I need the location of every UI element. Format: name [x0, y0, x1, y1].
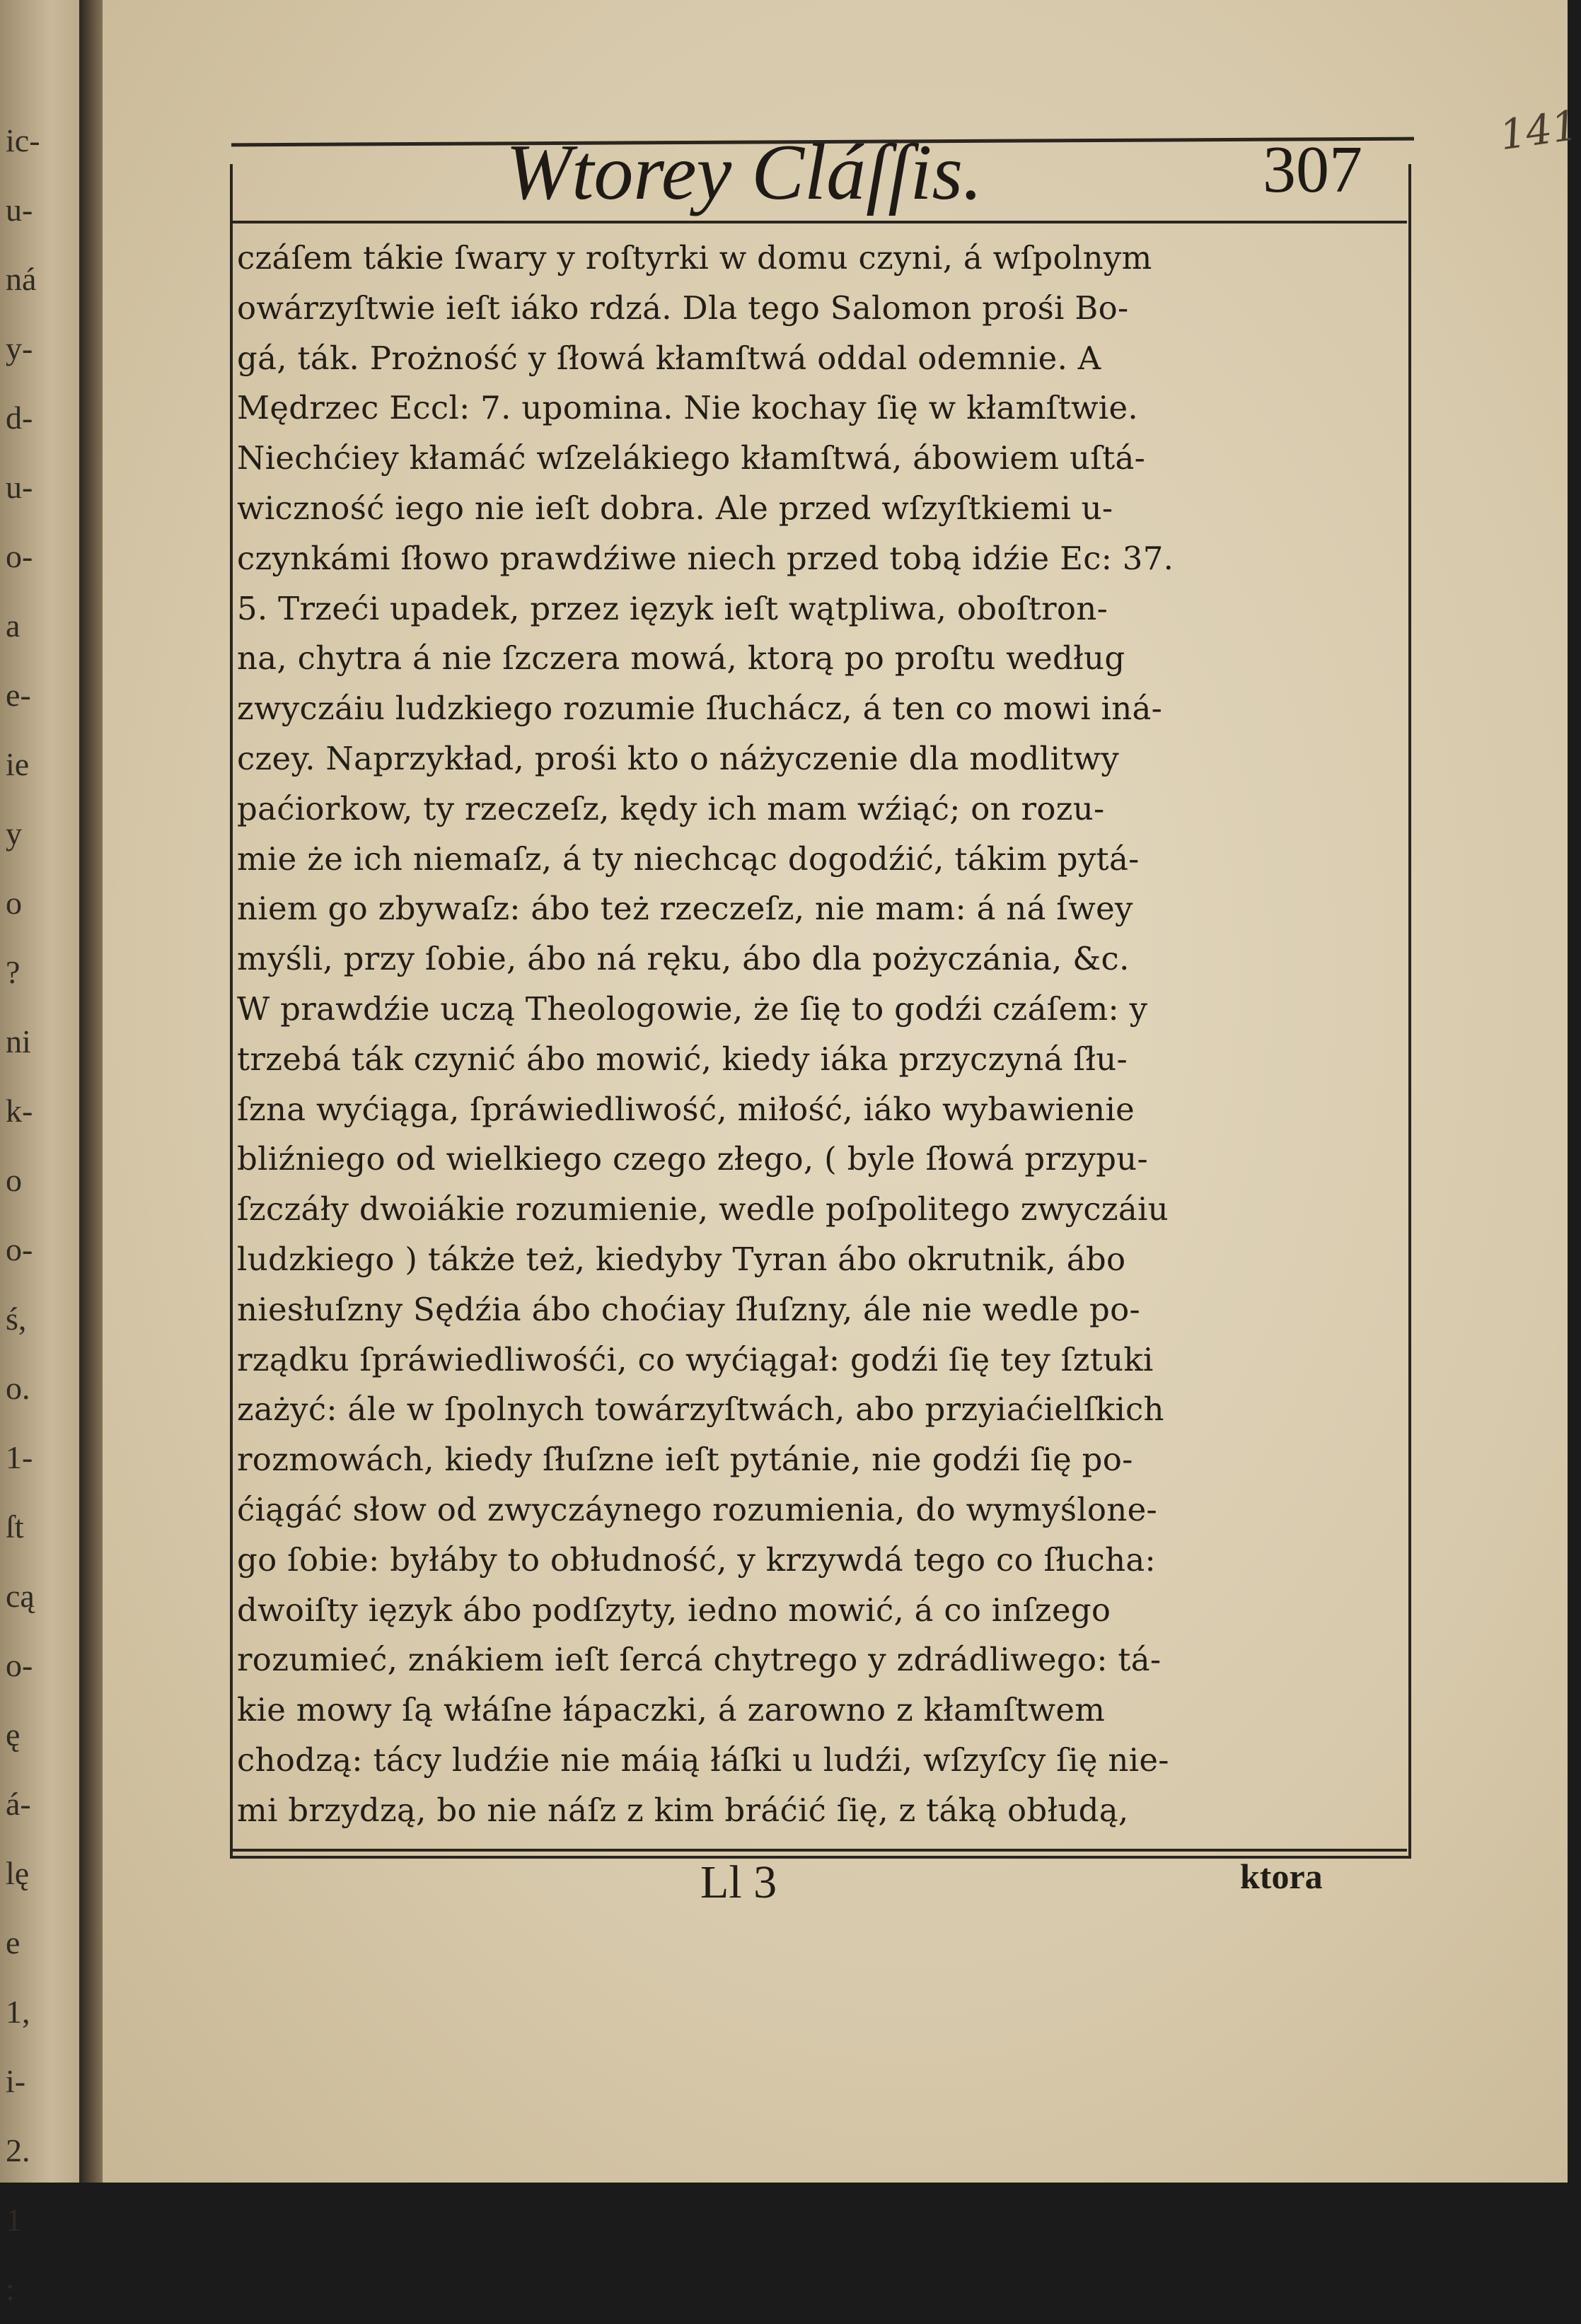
text-line: paćiorkow, ty rzeczeſz, kędy ich mam wźiąć; on rozu-: [237, 789, 1105, 827]
margin-fragment: u-: [6, 469, 33, 505]
text-line: rozumieć, znákiem ieſt ſercá chytrego y zdrádliwego: tá-: [237, 1641, 1162, 1679]
text-line: czey. Naprzykład, prośi kto o náżyczenie dla modlitwy: [237, 739, 1120, 777]
text-line: kie mowy ſą włáſne łápaczki, á zarowno z kłamſtwem: [237, 1691, 1106, 1729]
margin-fragment: i-: [6, 2063, 26, 2099]
margin-fragment: ś,: [6, 1301, 27, 1337]
text-line: na, chytra á nie ſzczera mowá, ktorą po proſtu według: [237, 639, 1125, 678]
margin-fragment: ?: [6, 954, 21, 990]
text-line: dwoiſty ięzyk ábo podſzyty, iedno mowić, á co inſzego: [237, 1591, 1111, 1629]
text-line: 5. Trzeći upadek, przez ięzyk ieſt wątpliwa, oboſtron-: [237, 589, 1108, 627]
text-line: mie że ich niemaſz, á ty niechcąc dogodźić, tákim pytá-: [237, 839, 1140, 878]
bottom-rule: [231, 1849, 1407, 1852]
text-line: czáſem tákie ſwary y roſtyrki w domu czyni, á wſpolnym: [237, 239, 1152, 277]
margin-fragment: a: [6, 608, 21, 644]
text-line: rozmowách, kiedy ſłuſzne ieſt pytánie, nie godźi ſię po-: [237, 1441, 1133, 1479]
margin-fragment: d-: [6, 400, 33, 436]
text-line: go ſobie: byłáby to obłudność, y krzywdá tego co ſłucha:: [237, 1540, 1156, 1579]
margin-fragment: ie: [6, 746, 30, 782]
book-gutter: [79, 0, 105, 2183]
margin-fragment: 2.: [6, 2132, 30, 2168]
text-line: niem go zbywaſz: ábo też rzeczeſz, nie mam: á ná ſwey: [237, 890, 1133, 928]
margin-fragment: e: [6, 1924, 21, 1960]
margin-fragment: y: [6, 815, 22, 852]
text-line: W prawdźie uczą Theologowie, że ſię to godźi czáſem: y: [237, 989, 1148, 1028]
text-line: czynkámi ſłowo prawdźiwe niech przed tobą idźie Ec: 37.: [237, 539, 1174, 577]
margin-fragment: ſt: [6, 1509, 24, 1545]
margin-fragment: :: [6, 2271, 15, 2307]
text-line: ſzna wyćiąga, ſpráwiedliwość, miłość, iáko wybawienie: [237, 1090, 1135, 1128]
text-line: mi brzydzą, bo nie náſz z kim bráćić ſię, z táką obłudą,: [237, 1791, 1129, 1829]
text-line: gá, ták. Prożność y ſłowá kłamſtwá oddal odemnie. A: [237, 339, 1101, 377]
margin-fragment: e-: [6, 677, 31, 713]
text-line: ſzczáły dwoiákie rozumienie, wedle poſpolitego zwyczáiu: [237, 1190, 1169, 1228]
margin-fragment: á-: [6, 1786, 31, 1822]
margin-fragment: o: [6, 1162, 22, 1198]
text-line: rządku ſpráwiedliwośći, co wyćiągał: godźi ſię tey ſztuki: [237, 1340, 1154, 1378]
text-line: niesłuſzny Sędźia ábo choćiay ſłuſzny, ále nie wedle po-: [237, 1290, 1140, 1328]
margin-fragment: 1,: [6, 1994, 30, 2030]
margin-fragment: ni: [6, 1023, 31, 1059]
margin-fragment: ná: [6, 261, 37, 297]
margin-fragment: 1-: [6, 1439, 33, 1475]
text-line: zwyczáiu ludzkiego rozumie ſłuchácz, á ten co mowi iná-: [237, 690, 1163, 728]
margin-fragment: cą: [6, 1578, 35, 1614]
text-line: chodzą: tácy ludźie nie máią łáſki u ludźi, wſzyſcy ſię nie-: [237, 1741, 1169, 1779]
text-line: myśli, przy ſobie, ábo ná ręku, ábo dla pożyczánia, &c.: [237, 940, 1130, 978]
margin-fragment: o: [6, 885, 22, 921]
margin-fragment: o-: [6, 1647, 33, 1683]
left-page-edge: [0, 0, 92, 2307]
margin-fragment: o-: [6, 538, 33, 574]
running-head: Wtorey Cláſſis.: [506, 129, 983, 216]
text-line: owárzyſtwie ieſt iáko rdzá. Dla tego Salomon prośi Bo-: [237, 289, 1129, 327]
text-line: wiczność iego nie ieſt dobra. Ale przed wſzyſtkiemi u-: [237, 489, 1113, 527]
margin-fragment: o.: [6, 1370, 30, 1406]
page-number: 307: [1263, 133, 1362, 207]
text-line: ćiągáć słow od zwyczáynego rozumienia, do wymyślone-: [237, 1490, 1158, 1528]
margin-fragment: y-: [6, 330, 33, 366]
margin-fragment: ę: [6, 1716, 21, 1753]
margin-fragment: 1: [6, 2202, 22, 2238]
margin-fragment: ic-: [6, 122, 40, 158]
text-line: trzebá ták czynić ábo mowić, kiedy iáka przyczyná ſłu-: [237, 1040, 1128, 1078]
text-line: zażyć: ále w ſpolnych towárzyſtwách, abo przyiaćielſkich: [237, 1390, 1164, 1429]
text-line: ludzkiego ) tákże też, kiedyby Tyran ábo okrutnik, ábo: [237, 1240, 1126, 1278]
text-line: Mędrzec Eccl: 7. upomina. Nie kochay ſię w kłamſtwie.: [237, 389, 1139, 427]
text-line: bliźniego od wielkiego czego złego, ( byle ſłowá przypu-: [237, 1140, 1148, 1178]
archive-folio-number: 141: [1496, 100, 1581, 160]
margin-fragment: o-: [6, 1231, 33, 1267]
margin-fragment: u-: [6, 192, 33, 228]
left-page-text-fragments: [0, 106, 79, 2324]
margin-fragment: k-: [6, 1093, 33, 1129]
signature-mark: Ll 3: [700, 1857, 777, 1908]
body-text: [237, 233, 1401, 1836]
right-page: [103, 0, 1581, 2183]
margin-fragment: lę: [6, 1855, 30, 1891]
catchword: ktora: [1240, 1857, 1323, 1896]
text-line: Niechćiey kłamáć wſzelákiego kłamſtwá, ábowiem uſtá-: [237, 439, 1146, 477]
